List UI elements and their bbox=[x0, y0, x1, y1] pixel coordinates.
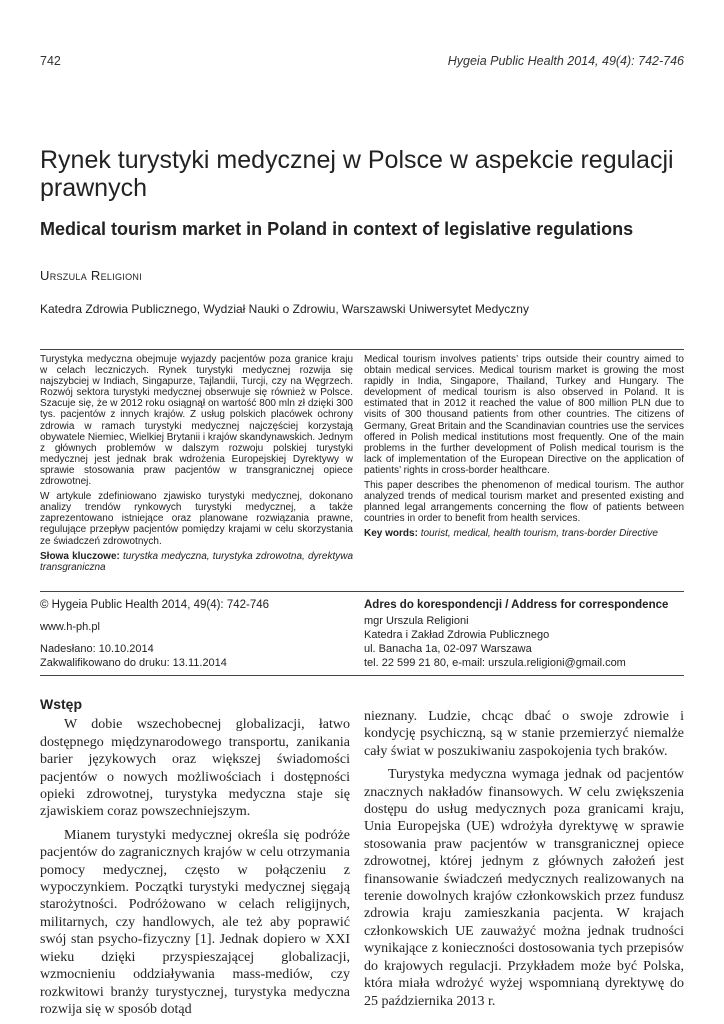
received-date: Nadesłano: 10.10.2014 bbox=[40, 643, 154, 655]
accepted-date: Zakwalifikowano do druku: 13.11.2014 bbox=[40, 657, 227, 669]
abstract-en-paragraph-2: This paper describes the phenomenon of medical tourism. The author analyzed trends of medical tourism market and presented existing and planned legal arrangements concerning the flow of patients between countries in order to benefit from health services. bbox=[364, 480, 684, 525]
page-number: 742 bbox=[40, 54, 61, 68]
abstract-bottom-rule bbox=[40, 591, 684, 592]
keywords-pl-label: Słowa kluczowe bbox=[40, 550, 117, 562]
keywords-polish: Słowa kluczowe: turystka medyczna, turystyka zdrowotna, dyrektywa transgraniczna bbox=[40, 550, 354, 573]
article-title-polish: Rynek turystyki medycznej w Polsce w aspekcie regulacji prawnych bbox=[40, 146, 674, 202]
journal-reference: Hygeia Public Health 2014, 49(4): 742-746 bbox=[447, 54, 684, 68]
body-paragraph: nieznany. Ludzie, chcąc dbać o swoje zdrowie i kondycję psychiczną, są w stanie przemierzyć niemalże cały świat w poszukiwaniu zaspokojenia tych braków. bbox=[364, 709, 684, 759]
body-right-column bbox=[364, 708, 684, 1010]
correspondence-contact: tel. 22 599 21 80, e-mail: urszula.religioni@gmail.com bbox=[364, 657, 626, 669]
article-title-english: Medical tourism market in Poland in context of legislative regulations bbox=[40, 219, 634, 239]
copyright-line: © Hygeia Public Health 2014, 49(4): 742-746 bbox=[40, 599, 270, 611]
website-link[interactable]: www.h-ph.pl bbox=[40, 621, 100, 633]
keywords-english: Key words: tourist, medical, health tourism, trans-border Directive bbox=[364, 528, 658, 540]
author-affiliation: Katedra Zdrowia Publicznego, Wydział Nauki o Zdrowiu, Warszawski Uniwersytet Medyczny bbox=[40, 302, 529, 316]
correspondence-heading: Adres do korespondencji / Address for correspondence bbox=[364, 599, 669, 611]
abstract-english bbox=[364, 354, 684, 544]
correspondence-name: mgr Urszula Religioni bbox=[364, 615, 469, 627]
publication-info bbox=[40, 598, 353, 670]
correspondence-street: ul. Banacha 1a, 02-097 Warszawa bbox=[364, 643, 532, 655]
abstract-polish bbox=[40, 354, 353, 577]
body-paragraph: Turystyka medyczna wymaga jednak od pacjentów znacznych nakładów finansowych. W celu zwiększenia dostępu do usług medycznych poza granicami kraju, Unia Europejska (UE) wdrożyła dyrektywę w sprawie stosowania praw pacjentów w transgranicznej opiece zdrowotnej, której jednym z głównych założeń jest finansowanie świadczeń medycznych realizowanych na terenie dowolnych krajów członkowskich przez fundusz zdrowia kraju zamieszkania pacjenta. W krajach członkowskich UE zauważyć można jednak trudności wynikające z konieczności dostosowania tych przepisów do krajowych regulacji. Przykładem może być Polska, która miała wdrożyć wyżej wspomnianą dyrektywę do 25 października 2013 r. bbox=[364, 767, 684, 1009]
meta-bottom-rule bbox=[40, 675, 684, 676]
body-paragraph: W dobie wszechobecnej globalizacji, łatwo dostępnego międzynarodowego transportu, zanikania barier językowych oraz większej świadomości pacjentów o nowych możliwościach i dostępności opieki zdrowotnej, turystyka medyczna staje się zjawiskiem coraz powszechniejszym. bbox=[40, 717, 350, 820]
body-left-column bbox=[40, 696, 350, 1018]
section-heading-introduction: Wstęp bbox=[40, 696, 82, 712]
page-header bbox=[40, 54, 684, 72]
abstract-en-paragraph-1: Medical tourism involves patients’ trips outside their country aimed to obtain medical services. Medical tourism market is growing the most rapidly in India, Singapore, Thailand, Turkey and Hungary. The development of medical tourism is also observed in Poland. It is estimated that in 2012 it reached the value of 800 million PLN due to visits of 300 thousand patients from other countries. The citizens of Germany, Great Britain and the Scandinavian countries use the services offered in Polish medical institutions most frequently. One of the main problems in the further development of Polish medical tourism is the lack of implementation of the European Directive on the application of patients’ rights in cross-border healthcare. bbox=[364, 354, 684, 476]
author-name: Urszula Religioni bbox=[40, 268, 143, 283]
abstract-top-rule bbox=[40, 349, 684, 350]
correspondence-department: Katedra i Zakład Zdrowia Publicznego bbox=[364, 629, 550, 641]
correspondence-info bbox=[364, 598, 684, 670]
keywords-pl-text: turystka medyczna, turystyka zdrowotna, dyrektywa transgraniczna bbox=[40, 550, 354, 573]
abstract-pl-paragraph-1: Turystyka medyczna obejmuje wyjazdy pacjentów poza granice kraju w celach leczniczych. Rynek turystyki medycznej rozwija się najszybciej w Indiach, Singapurze, Tajlandii, Turcji, czy na Węgrzech. Rozwój sektora turystyki medycznej obserwuje się również w Polsce. Szacuje się, że w 2012 roku osiągnął on wartość 800 mln zł dzięki 300 tys. pacjentów z innych krajów. Z usług polskich placówek ochrony zdrowia w ramach turystyki medycznej najczęściej korzystają obywatele Niemiec, Wielkiej Brytanii i krajów skandynawskich. Jednym z głównych problemów w dalszym rozwoju polskiej turystyki medycznej jest jednak brak wdrożenia Europejskiej Dyrektywy w sprawie stosowania praw pacjentów w transgranicznej opiece zdrowotnej. bbox=[40, 354, 353, 488]
keywords-en-text: tourist, medical, health tourism, trans-border Directive bbox=[420, 528, 658, 540]
body-paragraph: Mianem turystyki medycznej określa się podróże pacjentów do zagranicznych krajów w celu otrzymania pomocy medycznej, często w połączeniu z wypoczynkiem. Początki turystyki medycznej sięgają starożytności. Podróżowano w celach religijnych, militarnych, czy handlowych, ale też aby poprawić swój stan psycho-fizyczny [1]. Jednak dopiero w XXI wieku dzięki przyspieszającej globalizacji, wzmocnieniu oddziaływania mass-mediów, czy rozkwitowi branży turystycznej, turystyka medyczna rozwija się w sposób dotąd bbox=[40, 827, 350, 1017]
abstract-pl-paragraph-2: W artykule zdefiniowano zjawisko turystyki medycznej, dokonano analizy trendów rynkowych turystyki medycznej, a także zaprezentowano istniejące oraz planowane rozwiązania prawne, regulujące przepływ pacjentów pomiędzy krajami w celu skorzystania ze świadczeń zdrowotnych. bbox=[40, 491, 353, 547]
keywords-en-label: Key words bbox=[364, 528, 415, 540]
